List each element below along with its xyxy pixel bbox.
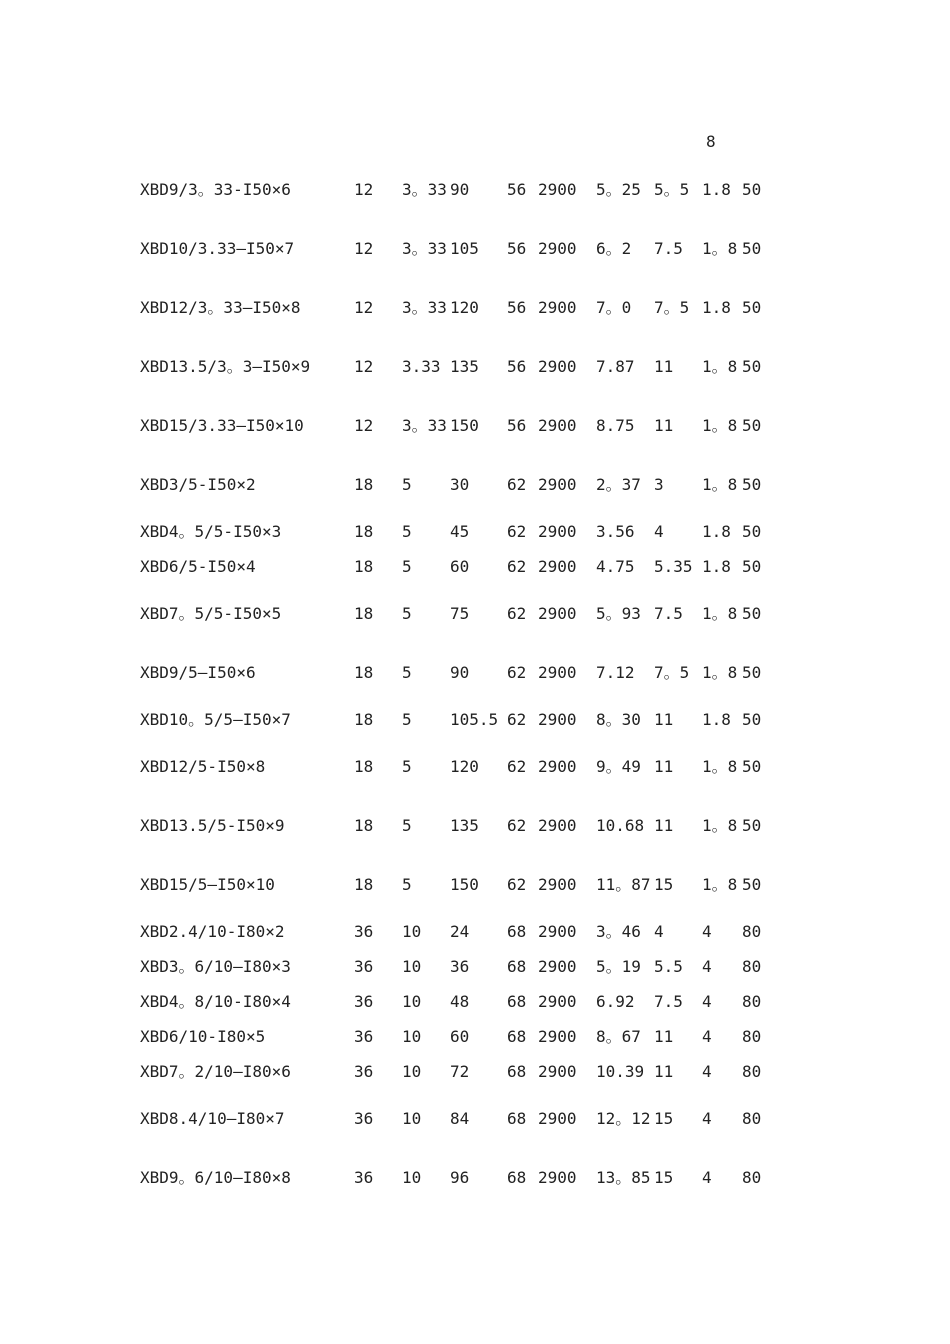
value-cell: 90	[450, 179, 470, 199]
value-cell: 150	[450, 874, 479, 894]
value-cell: 11	[654, 815, 674, 835]
value-cell: 30	[450, 474, 470, 494]
model-cell: XBD4。8/10-I80×4	[140, 991, 291, 1011]
table-row	[140, 337, 782, 396]
table-row	[140, 1089, 782, 1148]
value-cell: 12	[354, 179, 374, 199]
value-cell: 80	[742, 991, 762, 1011]
value-cell: 1。8	[702, 474, 738, 494]
value-cell: 3	[654, 474, 664, 494]
table-body	[140, 160, 782, 1207]
value-cell: 48	[450, 991, 470, 1011]
value-cell: 7.5	[654, 238, 683, 258]
value-cell: 62	[507, 709, 527, 729]
value-cell: 50	[742, 474, 762, 494]
value-cell: 62	[507, 603, 527, 623]
table-row	[140, 643, 782, 702]
value-cell: 80	[742, 956, 762, 976]
value-cell: 12	[354, 238, 374, 258]
value-cell: 18	[354, 521, 374, 541]
value-cell: 7。0	[596, 297, 632, 317]
value-cell: 50	[742, 179, 762, 199]
value-cell: 4	[702, 991, 712, 1011]
table-row	[140, 949, 782, 984]
value-cell: 18	[354, 815, 374, 835]
value-cell: 2900	[538, 603, 577, 623]
value-cell: 3。33	[402, 297, 447, 317]
value-cell: 2900	[538, 1061, 577, 1081]
value-cell: 2900	[538, 815, 577, 835]
value-cell: 10	[402, 1167, 422, 1187]
value-cell: 135	[450, 815, 479, 835]
value-cell: 5	[402, 556, 412, 576]
model-cell: XBD3/5-I50×2	[140, 474, 256, 494]
value-cell: 1。8	[702, 603, 738, 623]
model-cell: XBD2.4/10-I80×2	[140, 921, 285, 941]
value-cell: 56	[507, 356, 527, 376]
value-cell: 4	[702, 1108, 712, 1128]
table-row	[140, 796, 782, 855]
value-cell: 4	[702, 1167, 712, 1187]
value-cell: 50	[742, 709, 762, 729]
value-cell: 10	[402, 921, 422, 941]
value-cell: 2900	[538, 556, 577, 576]
table-row	[140, 160, 782, 219]
value-cell: 18	[354, 556, 374, 576]
value-cell: 11	[654, 1026, 674, 1046]
value-cell: 90	[450, 662, 470, 682]
value-cell: 7。5	[654, 297, 690, 317]
value-cell: 8。67	[596, 1026, 641, 1046]
value-cell: 50	[742, 874, 762, 894]
value-cell: 120	[450, 756, 479, 776]
model-cell: XBD12/3。33—I50×8	[140, 297, 301, 317]
value-cell: 11。87	[596, 874, 651, 894]
value-cell: 5。25	[596, 179, 641, 199]
value-cell: 10	[402, 1108, 422, 1128]
value-cell: 4.75	[596, 556, 635, 576]
value-cell: 4	[702, 1026, 712, 1046]
value-cell: 50	[742, 662, 762, 682]
value-cell: 68	[507, 991, 527, 1011]
value-cell: 36	[450, 956, 470, 976]
value-cell: 5。93	[596, 603, 641, 623]
value-cell: 2900	[538, 1026, 577, 1046]
value-cell: 5	[402, 603, 412, 623]
value-cell: 1.8	[702, 179, 731, 199]
value-cell: 15	[654, 1108, 674, 1128]
value-cell: 15	[654, 874, 674, 894]
pump-spec-table	[140, 160, 782, 1207]
value-cell: 36	[354, 921, 374, 941]
value-cell: 11	[654, 1061, 674, 1081]
value-cell: 2900	[538, 297, 577, 317]
value-cell: 62	[507, 756, 527, 776]
value-cell: 1。8	[702, 815, 738, 835]
model-cell: XBD9/5—I50×6	[140, 662, 256, 682]
value-cell: 18	[354, 662, 374, 682]
value-cell: 3。33	[402, 415, 447, 435]
value-cell: 7。5	[654, 662, 690, 682]
value-cell: 2900	[538, 662, 577, 682]
model-cell: XBD15/5—I50×10	[140, 874, 275, 894]
value-cell: 18	[354, 709, 374, 729]
value-cell: 96	[450, 1167, 470, 1187]
value-cell: 50	[742, 415, 762, 435]
value-cell: 150	[450, 415, 479, 435]
value-cell: 2900	[538, 956, 577, 976]
value-cell: 50	[742, 556, 762, 576]
value-cell: 36	[354, 991, 374, 1011]
table-row	[140, 219, 782, 278]
value-cell: 2900	[538, 756, 577, 776]
value-cell: 5。5	[654, 179, 690, 199]
value-cell: 1.8	[702, 297, 731, 317]
model-cell: XBD13.5/5-I50×9	[140, 815, 285, 835]
value-cell: 120	[450, 297, 479, 317]
model-cell: XBD13.5/3。3—I50×9	[140, 356, 311, 376]
value-cell: 60	[450, 1026, 470, 1046]
value-cell: 5.35	[654, 556, 693, 576]
table-row	[140, 855, 782, 914]
value-cell: 62	[507, 521, 527, 541]
value-cell: 10.68	[596, 815, 645, 835]
model-cell: XBD8.4/10—I80×7	[140, 1108, 285, 1128]
value-cell: 68	[507, 1026, 527, 1046]
value-cell: 5	[402, 709, 412, 729]
value-cell: 1.8	[702, 521, 731, 541]
value-cell: 80	[742, 1026, 762, 1046]
value-cell: 5	[402, 815, 412, 835]
value-cell: 56	[507, 179, 527, 199]
value-cell: 7.5	[654, 603, 683, 623]
value-cell: 6.92	[596, 991, 635, 1011]
model-cell: XBD12/5-I50×8	[140, 756, 266, 776]
value-cell: 50	[742, 521, 762, 541]
value-cell: 2900	[538, 874, 577, 894]
model-cell: XBD9。6/10—I80×8	[140, 1167, 291, 1187]
value-cell: 11	[654, 709, 674, 729]
value-cell: 68	[507, 1061, 527, 1081]
value-cell: 50	[742, 756, 762, 776]
value-cell: 4	[702, 956, 712, 976]
value-cell: 68	[507, 956, 527, 976]
value-cell: 4	[654, 521, 664, 541]
value-cell: 68	[507, 1108, 527, 1128]
table-row	[140, 278, 782, 337]
value-cell: 4	[654, 921, 664, 941]
value-cell: 62	[507, 815, 527, 835]
model-cell: XBD4。5/5-I50×3	[140, 521, 282, 541]
value-cell: 1。8	[702, 662, 738, 682]
table-row	[140, 702, 782, 737]
value-cell: 62	[507, 556, 527, 576]
value-cell: 80	[742, 921, 762, 941]
value-cell: 15	[654, 1167, 674, 1187]
value-cell: 2900	[538, 521, 577, 541]
value-cell: 9。49	[596, 756, 641, 776]
table-row	[140, 984, 782, 1019]
table-row	[140, 584, 782, 643]
table-row	[140, 514, 782, 549]
value-cell: 3.33	[402, 356, 441, 376]
value-cell: 13。85	[596, 1167, 651, 1187]
value-cell: 24	[450, 921, 470, 941]
value-cell: 7.12	[596, 662, 635, 682]
value-cell: 8.75	[596, 415, 635, 435]
value-cell: 56	[507, 297, 527, 317]
value-cell: 10	[402, 991, 422, 1011]
table-row	[140, 914, 782, 949]
model-cell: XBD9/3。33-I50×6	[140, 179, 291, 199]
model-cell: XBD3。6/10—I80×3	[140, 956, 291, 976]
value-cell: 1。8	[702, 415, 738, 435]
value-cell: 5	[402, 662, 412, 682]
value-cell: 60	[450, 556, 470, 576]
value-cell: 50	[742, 238, 762, 258]
value-cell: 68	[507, 921, 527, 941]
value-cell: 5	[402, 474, 412, 494]
value-cell: 10	[402, 1061, 422, 1081]
value-cell: 6。2	[596, 238, 632, 258]
table-row	[140, 455, 782, 514]
value-cell: 1。8	[702, 238, 738, 258]
model-cell: XBD6/10-I80×5	[140, 1026, 266, 1046]
value-cell: 18	[354, 603, 374, 623]
value-cell: 45	[450, 521, 470, 541]
value-cell: 3。33	[402, 179, 447, 199]
value-cell: 75	[450, 603, 470, 623]
value-cell: 7.5	[654, 991, 683, 1011]
value-cell: 36	[354, 1108, 374, 1128]
value-cell: 3。33	[402, 238, 447, 258]
value-cell: 12	[354, 415, 374, 435]
value-cell: 84	[450, 1108, 470, 1128]
value-cell: 2900	[538, 991, 577, 1011]
value-cell: 80	[742, 1167, 762, 1187]
value-cell: 135	[450, 356, 479, 376]
value-cell: 1。8	[702, 874, 738, 894]
value-cell: 7.87	[596, 356, 635, 376]
value-cell: 11	[654, 756, 674, 776]
value-cell: 18	[354, 756, 374, 776]
value-cell: 1.8	[702, 556, 731, 576]
model-cell: XBD15/3.33—I50×10	[140, 415, 304, 435]
value-cell: 2。37	[596, 474, 641, 494]
value-cell: 12	[354, 297, 374, 317]
model-cell: XBD10/3.33—I50×7	[140, 238, 295, 258]
value-cell: 56	[507, 415, 527, 435]
value-cell: 105	[450, 238, 479, 258]
wrapped-cell-fragment: 8	[706, 132, 716, 151]
value-cell: 62	[507, 662, 527, 682]
value-cell: 2900	[538, 921, 577, 941]
value-cell: 4	[702, 1061, 712, 1081]
value-cell: 5	[402, 521, 412, 541]
value-cell: 2900	[538, 179, 577, 199]
value-cell: 10	[402, 956, 422, 976]
value-cell: 56	[507, 238, 527, 258]
value-cell: 11	[654, 415, 674, 435]
value-cell: 2900	[538, 1167, 577, 1187]
table-row	[140, 1019, 782, 1054]
value-cell: 4	[702, 921, 712, 941]
value-cell: 12。12	[596, 1108, 651, 1128]
value-cell: 2900	[538, 1108, 577, 1128]
value-cell: 11	[654, 356, 674, 376]
value-cell: 50	[742, 603, 762, 623]
table-row	[140, 1054, 782, 1089]
value-cell: 18	[354, 874, 374, 894]
value-cell: 2900	[538, 356, 577, 376]
value-cell: 68	[507, 1167, 527, 1187]
value-cell: 36	[354, 1167, 374, 1187]
value-cell: 2900	[538, 474, 577, 494]
value-cell: 80	[742, 1108, 762, 1128]
value-cell: 5。19	[596, 956, 641, 976]
model-cell: XBD10。5/5—I50×7	[140, 709, 291, 729]
value-cell: 10	[402, 1026, 422, 1046]
value-cell: 62	[507, 474, 527, 494]
value-cell: 1。8	[702, 756, 738, 776]
value-cell: 3.56	[596, 521, 635, 541]
value-cell: 36	[354, 1026, 374, 1046]
model-cell: XBD7。2/10—I80×6	[140, 1061, 291, 1081]
value-cell: 18	[354, 474, 374, 494]
value-cell: 2900	[538, 238, 577, 258]
value-cell: 12	[354, 356, 374, 376]
value-cell: 105.5	[450, 709, 499, 729]
table-row	[140, 396, 782, 455]
value-cell: 8。30	[596, 709, 641, 729]
value-cell: 80	[742, 1061, 762, 1081]
value-cell: 50	[742, 356, 762, 376]
value-cell: 10.39	[596, 1061, 645, 1081]
value-cell: 1。8	[702, 356, 738, 376]
value-cell: 62	[507, 874, 527, 894]
value-cell: 5.5	[654, 956, 683, 976]
value-cell: 2900	[538, 415, 577, 435]
value-cell: 3。46	[596, 921, 641, 941]
table-row	[140, 1148, 782, 1207]
table-row	[140, 737, 782, 796]
model-cell: XBD6/5-I50×4	[140, 556, 256, 576]
value-cell: 72	[450, 1061, 470, 1081]
value-cell: 2900	[538, 709, 577, 729]
value-cell: 5	[402, 756, 412, 776]
value-cell: 5	[402, 874, 412, 894]
value-cell: 50	[742, 297, 762, 317]
value-cell: 36	[354, 1061, 374, 1081]
value-cell: 1.8	[702, 709, 731, 729]
value-cell: 36	[354, 956, 374, 976]
model-cell: XBD7。5/5-I50×5	[140, 603, 282, 623]
value-cell: 50	[742, 815, 762, 835]
table-row	[140, 549, 782, 584]
